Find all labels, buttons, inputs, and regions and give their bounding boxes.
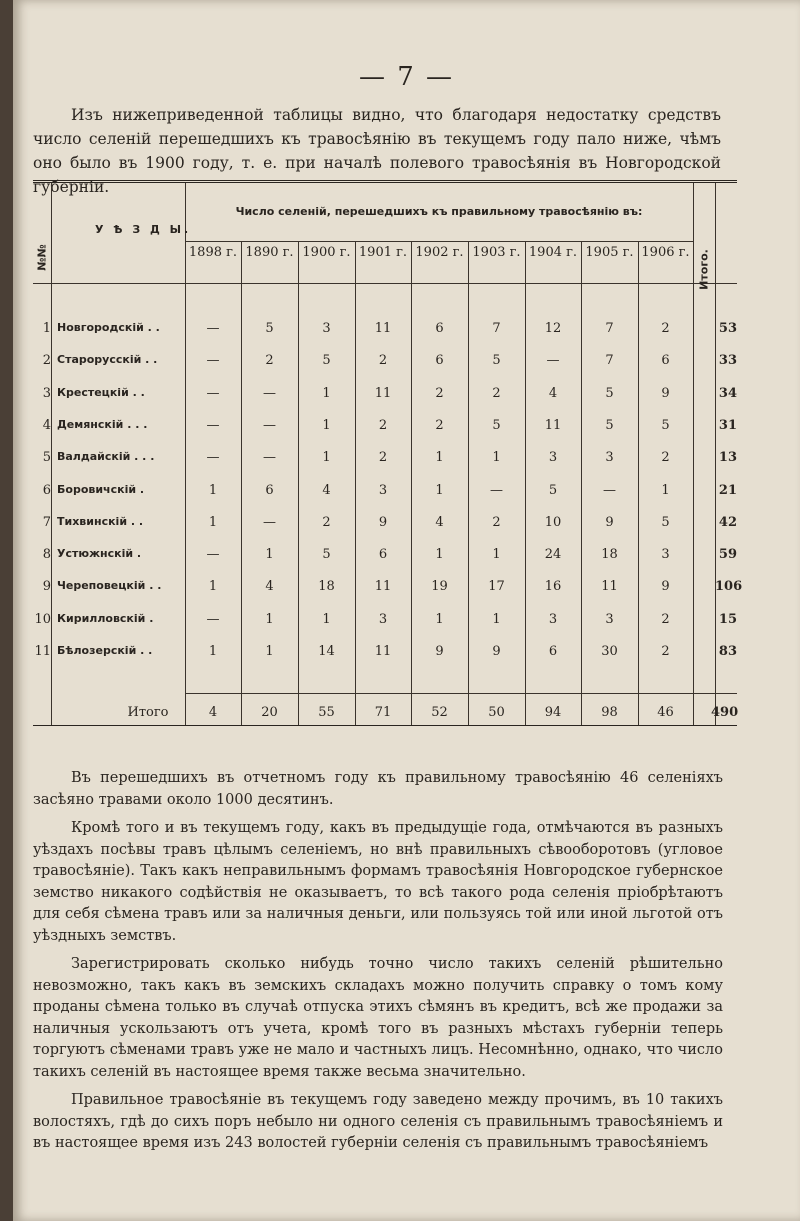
table-cell: 9: [378, 514, 388, 530]
table-cell: 1: [322, 417, 331, 433]
table-cell: 7: [605, 321, 614, 336]
body-paragraph-1: Въ перешедшихъ въ отчетномъ году къ правильному травосѣянію 46 селеніяхъ засѣяно травами около 1000 десятинъ.: [33, 770, 723, 808]
year-header-1903: 1903 г.: [472, 245, 521, 260]
col-group-header: Число селеній, перешедшихъ къ правильному травосѣянію въ:: [235, 205, 643, 218]
table-cell: 2: [492, 385, 501, 401]
table-cell: 5: [322, 547, 331, 563]
table-cell: 5: [605, 385, 614, 401]
table-row: [33, 353, 737, 383]
table-row: [33, 386, 737, 416]
table-cell: 1: [208, 579, 218, 595]
table-cell: 1: [435, 482, 444, 498]
table-cell: 2: [661, 321, 670, 336]
row-number: 1: [42, 321, 51, 336]
table-cell: 4: [322, 482, 331, 498]
table-cell: 6: [548, 644, 558, 659]
table-cell: 19: [431, 579, 448, 595]
table-cell: 5: [492, 353, 501, 369]
table-cell: 1: [435, 450, 444, 466]
total-cell: 71: [374, 705, 392, 720]
year-header-1890: 1890 г.: [245, 245, 294, 260]
table-row: [33, 483, 737, 513]
table-cell: —: [206, 547, 220, 563]
table-cell: 24: [544, 547, 562, 563]
body-paragraph-4: Правильное травосѣяніе въ текущемъ году заведено между прочимъ, въ 10 такихъ волостяхъ, гдѣ до сихъ поръ небыло ни одного селенія съ правильнымъ травосѣяніемъ и въ настоящее время изъ 243 волостей губерніи селенія съ правильнымъ травосѣяніемъ: [33, 1092, 723, 1151]
table-cell: 5: [322, 353, 331, 369]
row-total: 13: [718, 450, 737, 466]
table-cell: 1: [322, 385, 331, 401]
district-name: Демянскій . . .: [57, 417, 148, 431]
table-cell: 5: [548, 482, 558, 498]
table-cell: 1: [265, 644, 274, 659]
table-row: [33, 612, 737, 642]
row-number: 11: [34, 644, 51, 659]
table-cell: 3: [548, 611, 558, 627]
table-cell: 3: [605, 611, 614, 627]
row-number: 3: [42, 385, 51, 401]
table-cell: 18: [318, 579, 335, 595]
table-cell: 1: [322, 450, 331, 466]
table-cell: 2: [435, 417, 444, 433]
table-cell: 6: [661, 353, 670, 369]
table-cell: 11: [374, 385, 392, 401]
table-cell: —: [206, 450, 220, 466]
table-cell: 14: [318, 644, 335, 659]
table-cell: 11: [374, 644, 392, 659]
total-cell: 94: [544, 705, 562, 720]
table-cell: 11: [601, 579, 618, 595]
table-cell: 17: [488, 579, 505, 595]
row-total: 33: [718, 353, 737, 369]
body-paragraph-3: Зарегистрировать сколько нибудь точно число такихъ селеній рѣшительно невозможно, такъ какъ въ земскихъ складахъ можно получить справку о томъ кому проданы сѣмена только въ случаѣ отпуска этихъ сѣмянъ въ кредитъ, всѣ же продажи за наличныя ускользаютъ отъ учета, кромѣ того въ разныхъ мѣстахъ губерніи теперь торгуютъ сѣменами травъ уже не мало и частныхъ лицъ. Несомнѣнно, однако, что число такихъ селеній въ настоящее время также весьма значительно.: [33, 956, 723, 1080]
row-total: 21: [718, 482, 737, 498]
table-cell: —: [206, 611, 220, 627]
row-number: 5: [42, 450, 51, 466]
table-row: [33, 321, 737, 351]
district-name: Череповецкій . .: [57, 579, 162, 593]
year-header-1901: 1901 г.: [358, 245, 408, 260]
table-cell: 2: [435, 385, 444, 401]
table-cell: 2: [322, 514, 331, 530]
district-name: Боровичскій .: [57, 482, 145, 496]
table-cell: —: [206, 417, 220, 433]
row-number: 2: [42, 353, 51, 369]
row-number: 4: [42, 417, 51, 433]
total-row-label: Итого: [127, 705, 169, 720]
year-header-1906: 1906 г.: [641, 245, 690, 260]
district-name: Устюжнскій .: [57, 547, 142, 561]
row-total: 106: [715, 579, 743, 595]
table-cell: 4: [265, 579, 274, 595]
table-cell: 1: [492, 611, 501, 627]
table-cell: 5: [661, 417, 670, 433]
row-total: 53: [718, 321, 737, 336]
table-row: [33, 418, 737, 448]
table-cell: 9: [661, 579, 670, 595]
table-cell: —: [603, 482, 616, 498]
statistics-table: [33, 180, 743, 726]
row-number: 9: [42, 579, 51, 595]
table-cell: 7: [492, 321, 501, 336]
table-cell: 1: [208, 644, 218, 659]
table-cell: 3: [548, 450, 558, 466]
table-cell: 1: [435, 611, 444, 627]
table-cell: 2: [661, 644, 670, 659]
table-row: [33, 644, 737, 674]
total-cell: 55: [318, 705, 335, 720]
district-name: Тихвинскій . .: [57, 514, 144, 528]
table-cell: 7: [605, 353, 614, 369]
row-number: 10: [34, 611, 51, 627]
row-total: 83: [718, 644, 737, 659]
district-name: Крестецкій . .: [57, 385, 145, 399]
col-number-header: №№: [35, 244, 49, 271]
row-total: 31: [718, 417, 737, 433]
row-total: 34: [718, 385, 737, 401]
district-name: Бѣлозерскій . .: [57, 644, 153, 657]
table-cell: 11: [374, 579, 392, 595]
table-cell: 5: [661, 514, 670, 530]
table-cell: 10: [544, 514, 562, 530]
total-row: [33, 705, 737, 729]
table-cell: 6: [265, 482, 274, 498]
table-cell: 5: [492, 417, 501, 433]
table-cell: 3: [605, 450, 614, 466]
table-row: [33, 450, 737, 480]
table-cell: 3: [661, 547, 670, 563]
table-cell: 1: [208, 514, 218, 530]
district-name: Старорусскій . .: [57, 353, 158, 367]
table-cell: 16: [544, 579, 562, 595]
row-total: 42: [718, 514, 737, 530]
year-header-1904: 1904 г.: [528, 245, 578, 260]
table-cell: 3: [378, 482, 388, 498]
table-cell: —: [206, 353, 220, 369]
year-header-1898: 1898 г.: [188, 245, 238, 260]
intro-paragraph: Изъ нижеприведенной таблицы видно, что благодаря недостатку средствъ число селеній перешедшихъ къ травосѣянію въ текущемъ году пало ниже, чѣмъ оно было въ 1900 году, т. е. при началѣ полевого травосѣянія въ Новгородской губерніи.: [33, 106, 721, 196]
row-number: 8: [42, 547, 51, 563]
total-cell: 98: [601, 705, 618, 720]
table-row: [33, 515, 737, 545]
table-cell: —: [263, 450, 276, 466]
table-cell: 9: [661, 385, 670, 401]
total-cell: 52: [431, 705, 448, 720]
table-cell: 9: [435, 644, 444, 659]
table-cell: 2: [378, 353, 388, 369]
table-cell: 1: [265, 611, 274, 627]
table-cell: 11: [544, 417, 562, 433]
table-cell: 9: [492, 644, 501, 659]
total-cell: 46: [657, 705, 674, 720]
table-cell: —: [206, 385, 220, 401]
table-cell: 5: [605, 417, 614, 433]
table-cell: 18: [601, 547, 618, 563]
total-cell: 4: [208, 705, 218, 720]
table-cell: 12: [544, 321, 562, 336]
table-cell: 2: [661, 450, 670, 466]
table-cell: 2: [378, 450, 388, 466]
table-row: [33, 547, 737, 577]
col-total-header: Итого.: [697, 249, 711, 290]
row-number: 6: [42, 482, 51, 498]
table-cell: 4: [435, 514, 444, 530]
grand-total: 490: [711, 705, 739, 720]
table-cell: 30: [601, 644, 618, 659]
table-cell: —: [490, 482, 503, 498]
table-cell: 6: [435, 321, 444, 336]
district-name: Новгородскій . .: [57, 321, 160, 334]
table-cell: 1: [435, 547, 444, 563]
row-total: 59: [718, 547, 737, 563]
table-cell: 5: [265, 321, 274, 336]
row-number: 7: [42, 514, 51, 530]
table-cell: 1: [492, 450, 501, 466]
table-cell: 9: [605, 514, 614, 530]
table-cell: 1: [492, 547, 501, 563]
page-number: — 7 —: [358, 62, 455, 92]
table-cell: 3: [378, 611, 388, 627]
table-cell: —: [263, 514, 276, 530]
total-cell: 50: [488, 705, 505, 720]
table-cell: —: [263, 385, 276, 401]
table-cell: —: [546, 353, 560, 369]
col-district-header: У Ѣ З Д Ы.: [95, 223, 192, 236]
table-cell: 1: [661, 482, 670, 498]
table-cell: —: [263, 417, 276, 433]
district-name: Валдайскій . . .: [57, 450, 155, 464]
table-cell: 1: [208, 482, 218, 498]
total-cell: 20: [261, 705, 278, 720]
table-cell: 4: [548, 385, 558, 401]
body-text: [33, 768, 723, 1162]
table-cell: 6: [435, 353, 444, 369]
table-cell: 2: [378, 417, 388, 433]
table-cell: 11: [374, 321, 392, 336]
table-cell: 1: [322, 611, 331, 627]
table-cell: 2: [265, 353, 274, 369]
body-paragraph-2: Кромѣ того и въ текущемъ году, какъ въ предыдущіе года, отмѣчаются въ разныхъ уѣздахъ посѣвы травъ цѣлымъ селеніемъ, но внѣ правильныхъ сѣвооборотовъ (угловое травосѣяніе). Такъ какъ неправильнымъ формамъ травосѣянія Новгородское губернское земство никакого содѣйствія не оказываетъ, то всѣ такого рода селенія пріобрѣтаютъ для себя сѣмена травъ или за наличныя деньги, или пользуясь той или иной льготой отъ уѣздныхъ земствъ.: [33, 820, 723, 944]
year-header-1900: 1900 г.: [302, 245, 351, 260]
table-cell: 1: [265, 547, 274, 563]
table-cell: 2: [492, 514, 501, 530]
district-name: Кирилловскій .: [57, 611, 154, 625]
table-row: [33, 579, 743, 609]
table-cell: 6: [378, 547, 388, 563]
table-cell: —: [206, 321, 220, 336]
table-cell: 3: [322, 321, 331, 336]
table-cell: 2: [661, 611, 670, 627]
year-header-1905: 1905 г.: [585, 245, 634, 260]
row-total: 15: [718, 611, 737, 627]
year-header-1902: 1902 г.: [415, 245, 464, 260]
document-page: [13, 0, 800, 1221]
